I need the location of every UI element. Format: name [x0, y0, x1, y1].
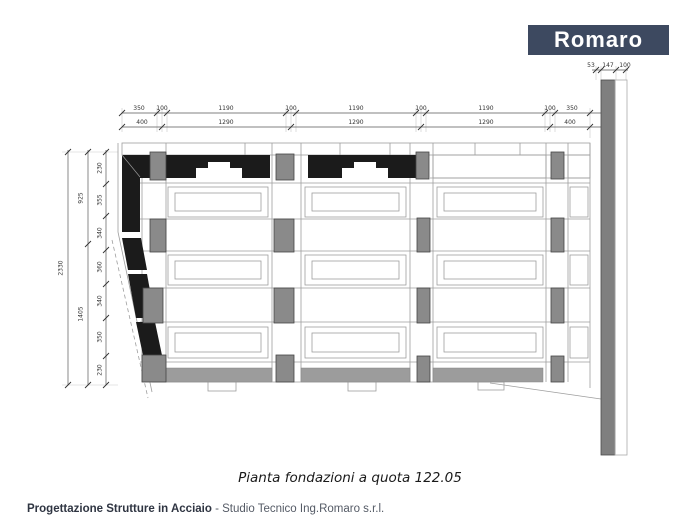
dim-label: 355 — [96, 194, 104, 206]
ground-band — [166, 368, 543, 382]
dim-label: 100 — [619, 62, 631, 69]
dim-label: 1290 — [478, 119, 494, 126]
dim-label: 100 — [285, 105, 297, 112]
dim-label: 100 — [415, 105, 427, 112]
dim-label: 100 — [156, 105, 168, 112]
footing-outlines — [168, 187, 588, 358]
dim-label: 350 — [96, 331, 104, 343]
dim-label: 340 — [96, 227, 104, 239]
dim-label: 2330 — [57, 260, 65, 276]
dim-label: 1290 — [218, 119, 234, 126]
dim-label: 400 — [564, 119, 576, 126]
dim-label: 53 — [587, 62, 595, 69]
dim-label: 350 — [133, 105, 145, 112]
wall-section-bar — [601, 80, 627, 455]
dim-label: 350 — [566, 105, 578, 112]
footer-company: Progettazione Strutture in Acciaio — [27, 503, 212, 515]
romaro-logo-text: Romaro — [553, 27, 644, 52]
dim-label: 925 — [77, 192, 85, 204]
footer-studio: - Studio Tecnico Ing.Romaro s.r.l. — [211, 503, 385, 515]
dim-label: 1190 — [478, 105, 494, 112]
dim-label: 1405 — [77, 306, 85, 322]
dim-label: 230 — [96, 364, 104, 376]
dim-label: 1190 — [218, 105, 234, 112]
dim-label: 1190 — [348, 105, 364, 112]
dim-label: 400 — [136, 119, 148, 126]
foundation-columns — [142, 152, 564, 382]
footer — [27, 503, 384, 515]
dim-label: 230 — [96, 162, 104, 174]
plan-linework — [112, 143, 601, 399]
romaro-logo — [528, 25, 669, 55]
dim-label: 360 — [96, 261, 104, 273]
dim-label: 340 — [96, 295, 104, 307]
drawing-title: Pianta fondazioni a quota 122.05 — [238, 470, 462, 486]
dim-label: 100 — [544, 105, 556, 112]
dim-label: 147 — [602, 62, 614, 69]
dim-label: 1290 — [348, 119, 364, 126]
